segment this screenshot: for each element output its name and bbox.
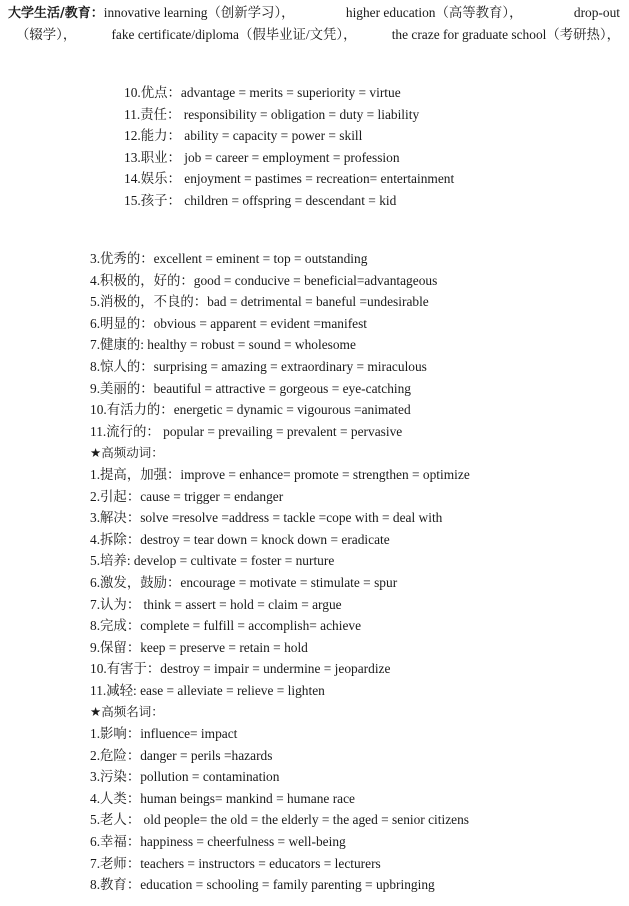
intro-line-1	[8, 2, 620, 24]
section-title: 大学生活/教育：	[8, 6, 104, 21]
synonym-entry: 11.责任： responsibility = obligation = duty = liability	[124, 106, 420, 122]
synonym-entry: 10.有害于：destroy = impair = undermine = jeopardize	[90, 661, 391, 677]
synonym-entry: 7.健康的: healthy = robust = sound = wholesome	[90, 337, 356, 353]
synonym-entry: 1.影响：influence= impact	[90, 726, 238, 742]
synonym-entry: 3.污染：pollution = contamination	[90, 769, 280, 785]
synonym-entry: 13.职业： job = career = employment = profession	[124, 149, 400, 165]
synonym-entry: 2.危险：danger = perils =hazards	[90, 747, 273, 763]
adjective-verb-noun-list	[90, 248, 470, 896]
synonym-entry: 9.保留：keep = preserve = retain = hold	[90, 639, 308, 655]
intro-term: fake certificate/diploma（假毕业证/文凭），	[111, 27, 357, 42]
synonym-entry: 2.引起：cause = trigger = endanger	[90, 488, 284, 504]
synonym-entry: 11.流行的： popular = prevailing = prevalent = pervasive	[90, 423, 403, 439]
synonym-entry: 14.娱乐： enjoyment = pastimes = recreation= entertainment	[124, 171, 455, 187]
synonym-entry: 4.人类：human beings= mankind = humane race	[90, 790, 356, 806]
synonym-entry: 1.提高，加强：improve = enhance= promote = strengthen = optimize	[90, 466, 470, 482]
synonym-entry: 8.教育：education = schooling = family parenting = upbringing	[90, 877, 435, 893]
intro-paragraph	[8, 2, 620, 45]
synonym-entry: 5.培养: develop = cultivate = foster = nurture	[90, 553, 335, 569]
synonym-entry: 7.老师：teachers = instructors = educators = lecturers	[90, 855, 381, 871]
intro-term: innovative learning（创新学习），	[103, 5, 295, 20]
synonym-entry: 3.优秀的：excellent = eminent = top = outstanding	[90, 251, 368, 266]
intro-line-2	[8, 24, 620, 45]
intro-term: the craze for graduate school（考研热），	[391, 27, 620, 42]
synonym-entry: 3.解决：solve =resolve =address = tackle =cope with = deal with	[90, 510, 443, 526]
synonym-entry: 4.积极的，好的：good = conducive = beneficial=advantageous	[90, 272, 438, 288]
intro-term: （辍学），	[16, 27, 77, 42]
synonym-entry: 12.能力： ability = capacity = power = skill	[124, 128, 363, 144]
synonym-entry: 5.老人： old people= the old = the elderly = the aged = senior citizens	[90, 812, 470, 828]
noun-synonyms-list-part1	[124, 82, 454, 212]
verbs-section-header: ★高频动词：	[90, 445, 164, 461]
synonym-entry: 9.美丽的：beautiful = attractive = gorgeous = eye-catching	[90, 380, 411, 396]
synonym-entry: 7.认为： think = assert = hold = claim = argue	[90, 596, 342, 612]
synonym-entry: 5.消极的，不良的：bad = detrimental = baneful =undesirable	[90, 294, 429, 310]
synonym-entry: 8.惊人的：surprising = amazing = extraordinary = miraculous	[90, 358, 427, 374]
synonym-entry: 8.完成：complete = fulfill = accomplish= achieve	[90, 618, 362, 634]
intro-term: higher education（高等教育），	[345, 5, 523, 20]
intro-term: drop-out	[573, 5, 620, 20]
synonym-entry: 10.优点：advantage = merits = superiority = virtue	[124, 85, 401, 100]
nouns-section-header: ★高频名词：	[90, 704, 164, 720]
synonym-entry: 6.明显的：obvious = apparent = evident =manifest	[90, 315, 368, 331]
synonym-entry: 15.孩子： children = offspring = descendant = kid	[124, 192, 397, 208]
synonym-entry: 11.减轻: ease = alleviate = relieve = lighten	[90, 682, 325, 698]
synonym-entry: 6.激发，鼓励：encourage = motivate = stimulate = spur	[90, 574, 398, 590]
synonym-entry: 4.拆除：destroy = tear down = knock down = eradicate	[90, 531, 390, 547]
synonym-entry: 10.有活力的：energetic = dynamic = vigourous =animated	[90, 402, 411, 418]
synonym-entry: 6.幸福：happiness = cheerfulness = well-being	[90, 834, 346, 850]
